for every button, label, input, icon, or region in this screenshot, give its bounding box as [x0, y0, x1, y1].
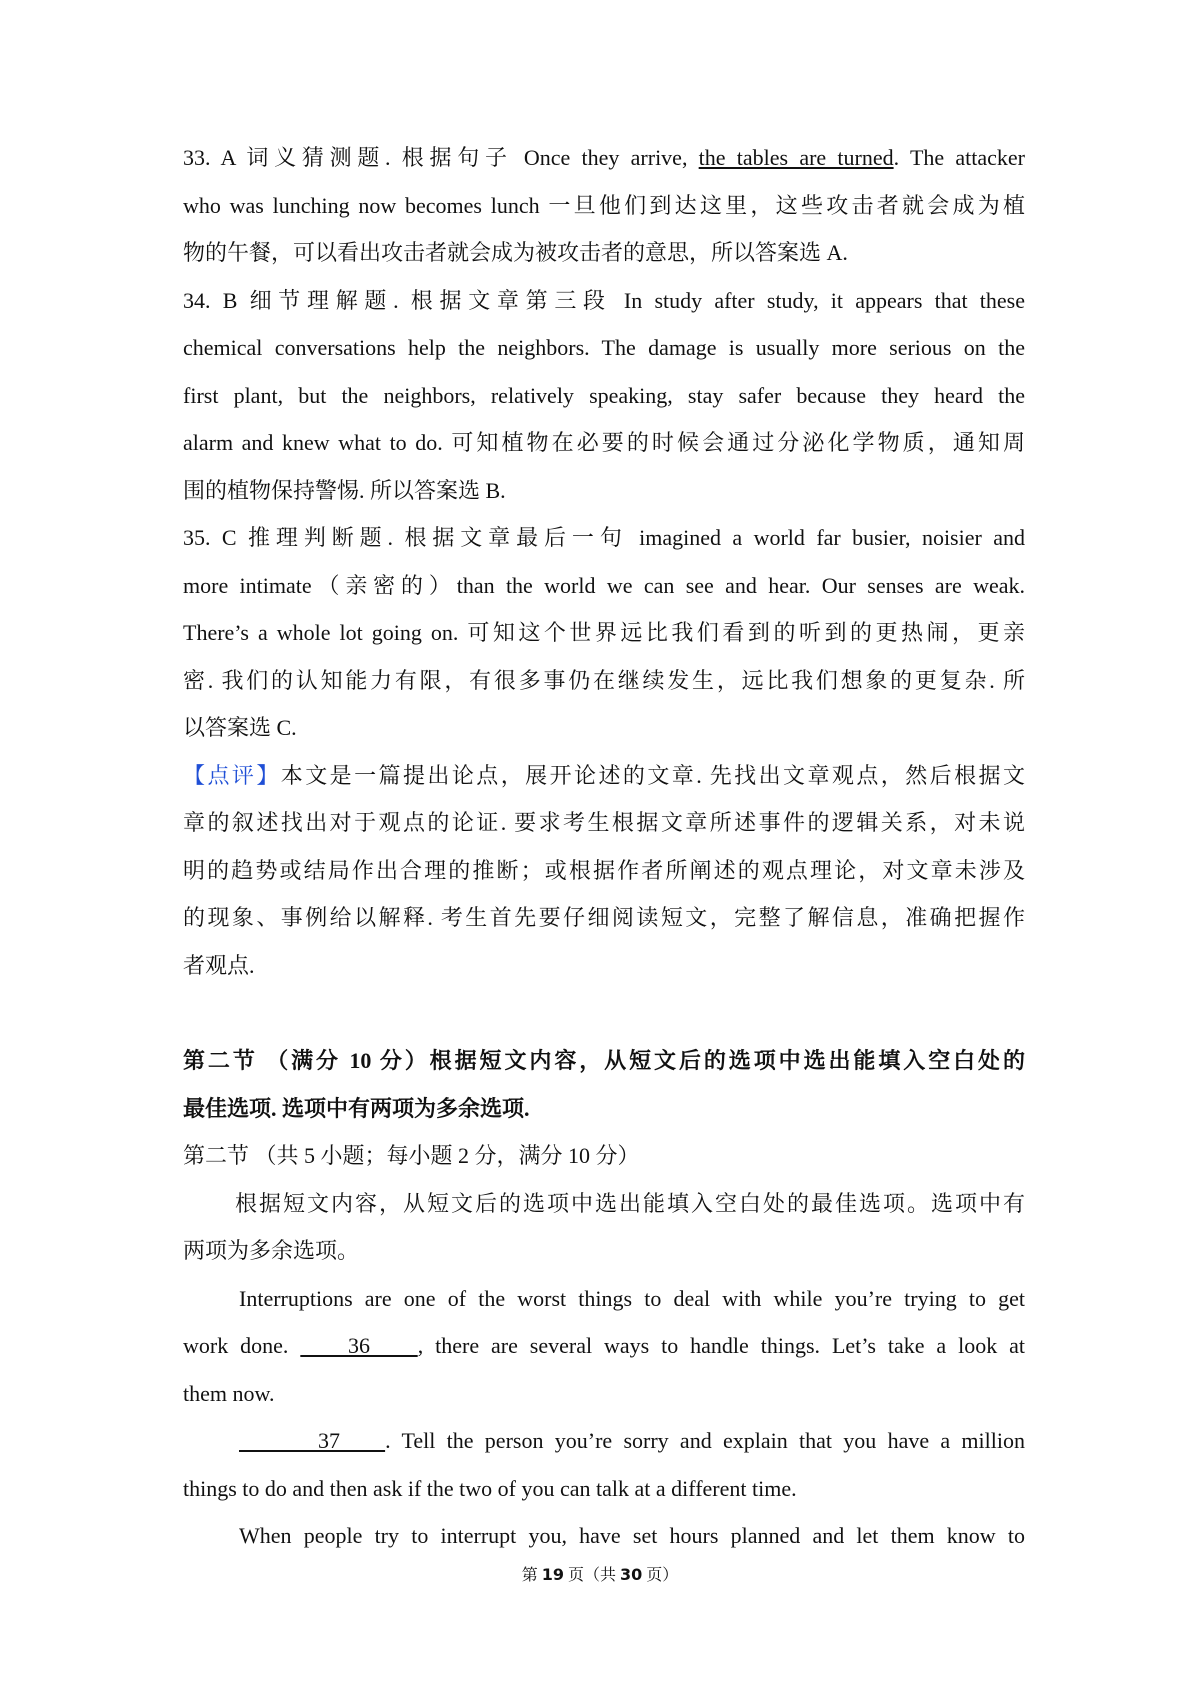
q35-line-4: 密. 我们的认知能力有限，有很多事仍在继续发生，远比我们想象的更复杂. 所: [183, 667, 1025, 693]
comment-line-3: 明的趋势或结局作出合理的推断；或根据作者所阐述的观点理论，对文章未涉及: [183, 857, 1025, 883]
q33-line-2: who was lunching now becomes lunch 一旦他们到达这里，这些攻击者就会成为植: [183, 192, 1025, 218]
q35-line-3: There’s a whole lot going on. 可知这个世界远比我们看到的听到的更热闹，更亲: [183, 620, 1025, 645]
comment-line-2: 章的叙述找出对于观点的论证. 要求考生根据文章所述事件的逻辑关系，对未说: [183, 810, 1025, 835]
passage-p2-line-2: things to do and then ask if the two of you can talk at a different time.: [183, 1475, 797, 1501]
q33-line-3: 物的午餐，可以看出攻击者就会成为被攻击者的意思，所以答案选 A.: [183, 240, 848, 265]
q35-line-5: 以答案选 C.: [183, 715, 297, 740]
comment-text: 本文是一篇提出论点，展开论述的文章. 先找出文章观点，然后根据文: [280, 762, 1025, 788]
document-page: [183, 134, 1025, 1560]
passage-p3-line-1: When people try to interrupt you, have set hours planned and let them know to: [239, 1523, 1025, 1548]
footer-text: 第: [521, 1567, 542, 1584]
comment-line-1: [183, 752, 1025, 800]
blank-36: 36: [300, 1333, 418, 1358]
comment-line-5: 者观点.: [183, 952, 255, 978]
blank-37: 37: [239, 1428, 386, 1453]
footer-text: 页（共: [563, 1567, 620, 1584]
q35-line-1: 35. C 推理判断题. 根据文章最后一句 imagined a world far busier, noisier and: [183, 525, 1025, 550]
q34-line-3: first plant, but the neighbors, relatively speaking, stay safer because they heard the: [183, 382, 1025, 408]
q33-line-1: [183, 134, 1025, 182]
passage-text-end: . Tell the person you’re sorry and explain that you have a million: [385, 1428, 1025, 1453]
q34-line-1: 34. B 细节理解题. 根据文章第三段 In study after study, it appears that these: [183, 287, 1025, 313]
footer-text: 页）: [642, 1567, 679, 1584]
section-subheading: 第二节 （共 5 小题；每小题 2 分，满分 10 分）: [183, 1143, 640, 1168]
q33-underlined-phrase: the tables are turned: [698, 145, 894, 170]
page-footer: [0, 1562, 1200, 1585]
section-heading-line-1: 第二节 （满分 10 分）根据短文内容，从短文后的选项中选出能填入空白处的: [183, 1048, 1025, 1073]
passage-p2-line-1: [183, 1417, 1025, 1465]
passage-text-end: , there are several ways to handle things. Let’s take a look at: [417, 1333, 1026, 1358]
passage-text: work done.: [183, 1333, 301, 1358]
q33-text-end: . The attacker: [893, 145, 1025, 170]
passage-p1-line-3: them now.: [183, 1380, 275, 1406]
total-pages: 30: [620, 1565, 643, 1584]
instruction-line-2: 两项为多余选项。: [183, 1238, 360, 1263]
q33-text: 33. A 词义猜测题. 根据句子 Once they arrive,: [183, 145, 699, 170]
comment-label: 【点评】: [183, 762, 281, 788]
q34-line-2: chemical conversations help the neighbors. The damage is usually more serious on the: [183, 335, 1025, 360]
q35-line-2: more intimate（亲密的）than the world we can see and hear. Our senses are weak.: [183, 572, 1025, 598]
instruction-line-1: 根据短文内容，从短文后的选项中选出能填入空白处的最佳选项。选项中有: [235, 1190, 1025, 1216]
passage-p1-line-2: [183, 1322, 1025, 1370]
q34-line-4: alarm and knew what to do. 可知植物在必要的时候会通过分泌化学物质，通知周: [183, 430, 1025, 455]
section-heading-line-2: 最佳选项. 选项中有两项为多余选项.: [183, 1095, 530, 1121]
q34-line-5: 围的植物保持警惕. 所以答案选 B.: [183, 477, 506, 503]
page-number: 19: [541, 1565, 564, 1584]
comment-line-4: 的现象、事例给以解释. 考生首先要仔细阅读短文，完整了解信息，准确把握作: [183, 905, 1025, 930]
section-gap: [183, 989, 1025, 1037]
passage-p1-line-1: Interruptions are one of the worst things to deal with while you’re trying to get: [239, 1285, 1025, 1311]
